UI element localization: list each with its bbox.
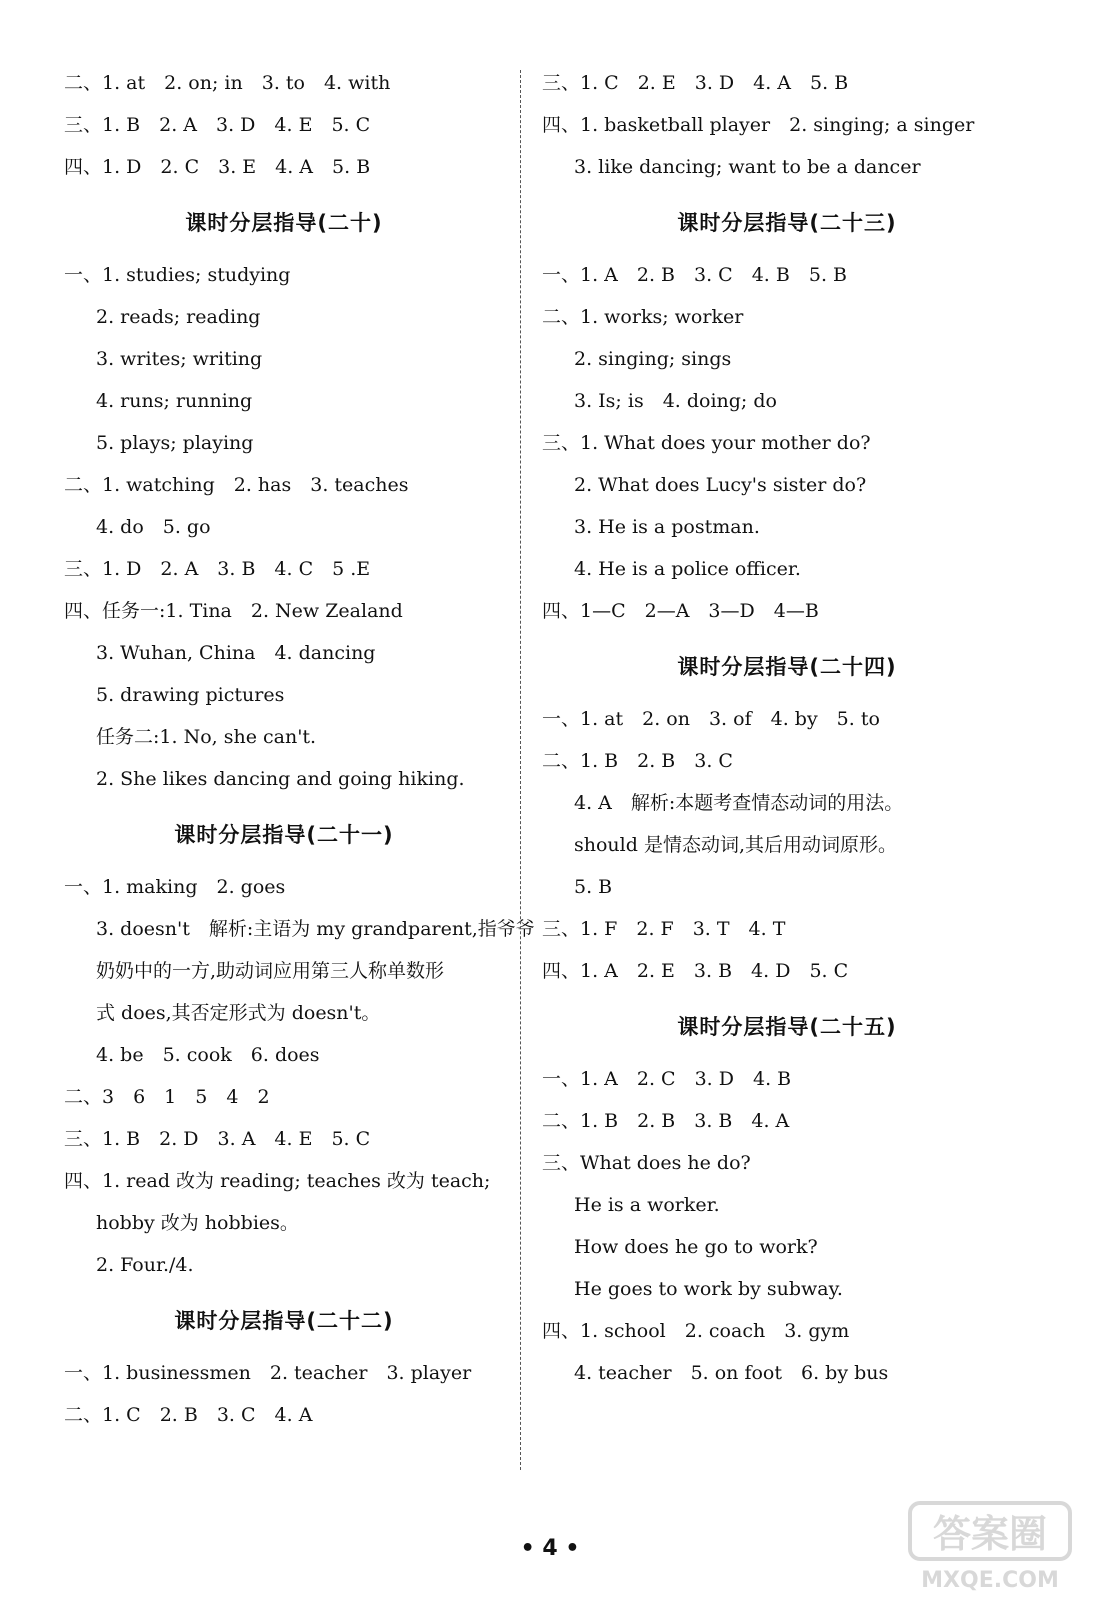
answer-line: 二、1. B 2. B 3. B 4. A — [542, 1110, 790, 1132]
answer-line: 4. A 解析:本题考查情态动词的用法。 — [574, 792, 904, 814]
answer-line: 4. He is a police officer. — [574, 558, 801, 580]
answer-line: 3. He is a postman. — [574, 516, 760, 538]
answer-line: 一、1. A 2. B 3. C 4. B 5. B — [542, 264, 847, 286]
answer-line: How does he go to work? — [574, 1236, 818, 1258]
answer-line: He is a worker. — [574, 1194, 720, 1216]
answer-line: 2. singing; sings — [574, 348, 732, 370]
answer-line: 四、1. read 改为 reading; teaches 改为 teach; — [64, 1170, 491, 1192]
section-heading: 课时分层指导(二十二) — [174, 1309, 394, 1333]
answer-line: 一、1. businessmen 2. teacher 3. player — [64, 1362, 472, 1384]
answer-line: 一、1. studies; studying — [64, 264, 291, 286]
answer-line: 四、1. D 2. C 3. E 4. A 5. B — [64, 156, 371, 178]
section-heading: 课时分层指导(二十四) — [677, 655, 897, 679]
answer-line: 3. Is; is 4. doing; do — [574, 390, 777, 412]
answer-line: 三、1. C 2. E 3. D 4. A 5. B — [542, 72, 849, 94]
answer-line: 二、3 6 1 5 4 2 — [64, 1086, 270, 1108]
answer-line: 4. be 5. cook 6. does — [96, 1044, 320, 1066]
answer-line: should 是情态动词,其后用动词原形。 — [574, 834, 897, 856]
answer-line: 奶奶中的一方,助动词应用第三人称单数形 — [96, 960, 445, 982]
answer-line: 一、1. making 2. goes — [64, 876, 286, 898]
answer-line: hobby 改为 hobbies。 — [96, 1212, 299, 1234]
answer-line: 5. plays; playing — [96, 432, 254, 454]
answer-line: 四、任务一:1. Tina 2. New Zealand — [64, 600, 403, 622]
answer-line: 5. drawing pictures — [96, 684, 285, 706]
answer-line: 3. doesn't 解析:主语为 my grandparent,指爷爷 — [96, 918, 535, 940]
answer-line: 三、What does he do? — [542, 1152, 751, 1174]
answer-line: 二、1. at 2. on; in 3. to 4. with — [64, 72, 391, 94]
answer-line: 四、1. school 2. coach 3. gym — [542, 1320, 850, 1342]
answer-line: 三、1. D 2. A 3. B 4. C 5 .E — [64, 558, 371, 580]
answer-line: 二、1. works; worker — [542, 306, 744, 328]
answer-line: 式 does,其否定形式为 doesn't。 — [96, 1002, 381, 1024]
right-column — [542, 62, 1032, 1394]
section-heading: 课时分层指导(二十三) — [677, 211, 897, 235]
answer-line: 3. Wuhan, China 4. dancing — [96, 642, 376, 664]
answer-line: 三、1. B 2. D 3. A 4. E 5. C — [64, 1128, 371, 1150]
column-divider — [520, 70, 521, 1470]
answer-line: 二、1. watching 2. has 3. teaches — [64, 474, 409, 496]
section-heading: 课时分层指导(二十五) — [677, 1015, 897, 1039]
answer-line: 2. Four./4. — [96, 1254, 194, 1276]
answer-line: 3. writes; writing — [96, 348, 263, 370]
answer-line: 三、1. F 2. F 3. T 4. T — [542, 918, 786, 940]
answer-line: 2. She likes dancing and going hiking. — [96, 768, 465, 790]
answer-line: 任务二:1. No, she can't. — [96, 726, 317, 748]
answer-line: 4. teacher 5. on foot 6. by bus — [574, 1362, 889, 1384]
answer-line: 一、1. at 2. on 3. of 4. by 5. to — [542, 708, 880, 730]
section-heading: 课时分层指导(二十) — [185, 211, 383, 235]
answer-line: He goes to work by subway. — [574, 1278, 843, 1300]
answer-line: 三、1. What does your mother do? — [542, 432, 871, 454]
answer-line: 5. B — [574, 876, 613, 898]
answer-line: 四、1—C 2—A 3—D 4—B — [542, 600, 819, 622]
answer-line: 三、1. B 2. A 3. D 4. E 5. C — [64, 114, 371, 136]
watermark-logo — [900, 1495, 1080, 1595]
svg-text:MXQE.COM: MXQE.COM — [921, 1568, 1059, 1593]
answer-line: 二、1. C 2. B 3. C 4. A — [64, 1404, 313, 1426]
svg-text:答案圈: 答案圈 — [932, 1512, 1048, 1556]
answer-line: 二、1. B 2. B 3. C — [542, 750, 733, 772]
answer-line: 2. reads; reading — [96, 306, 261, 328]
answer-line: 2. What does Lucy's sister do? — [574, 474, 867, 496]
answer-line: 4. do 5. go — [96, 516, 211, 538]
left-column — [64, 62, 535, 1436]
answer-line: 四、1. A 2. E 3. B 4. D 5. C — [542, 960, 849, 982]
answer-line: 4. runs; running — [96, 390, 253, 412]
answer-line: 3. like dancing; want to be a dancer — [574, 156, 921, 178]
section-heading: 课时分层指导(二十一) — [174, 823, 394, 847]
answer-line: 四、1. basketball player 2. singing; a singer — [542, 114, 975, 136]
page-number: • 4 • — [520, 1536, 580, 1561]
answer-line: 一、1. A 2. C 3. D 4. B — [542, 1068, 792, 1090]
